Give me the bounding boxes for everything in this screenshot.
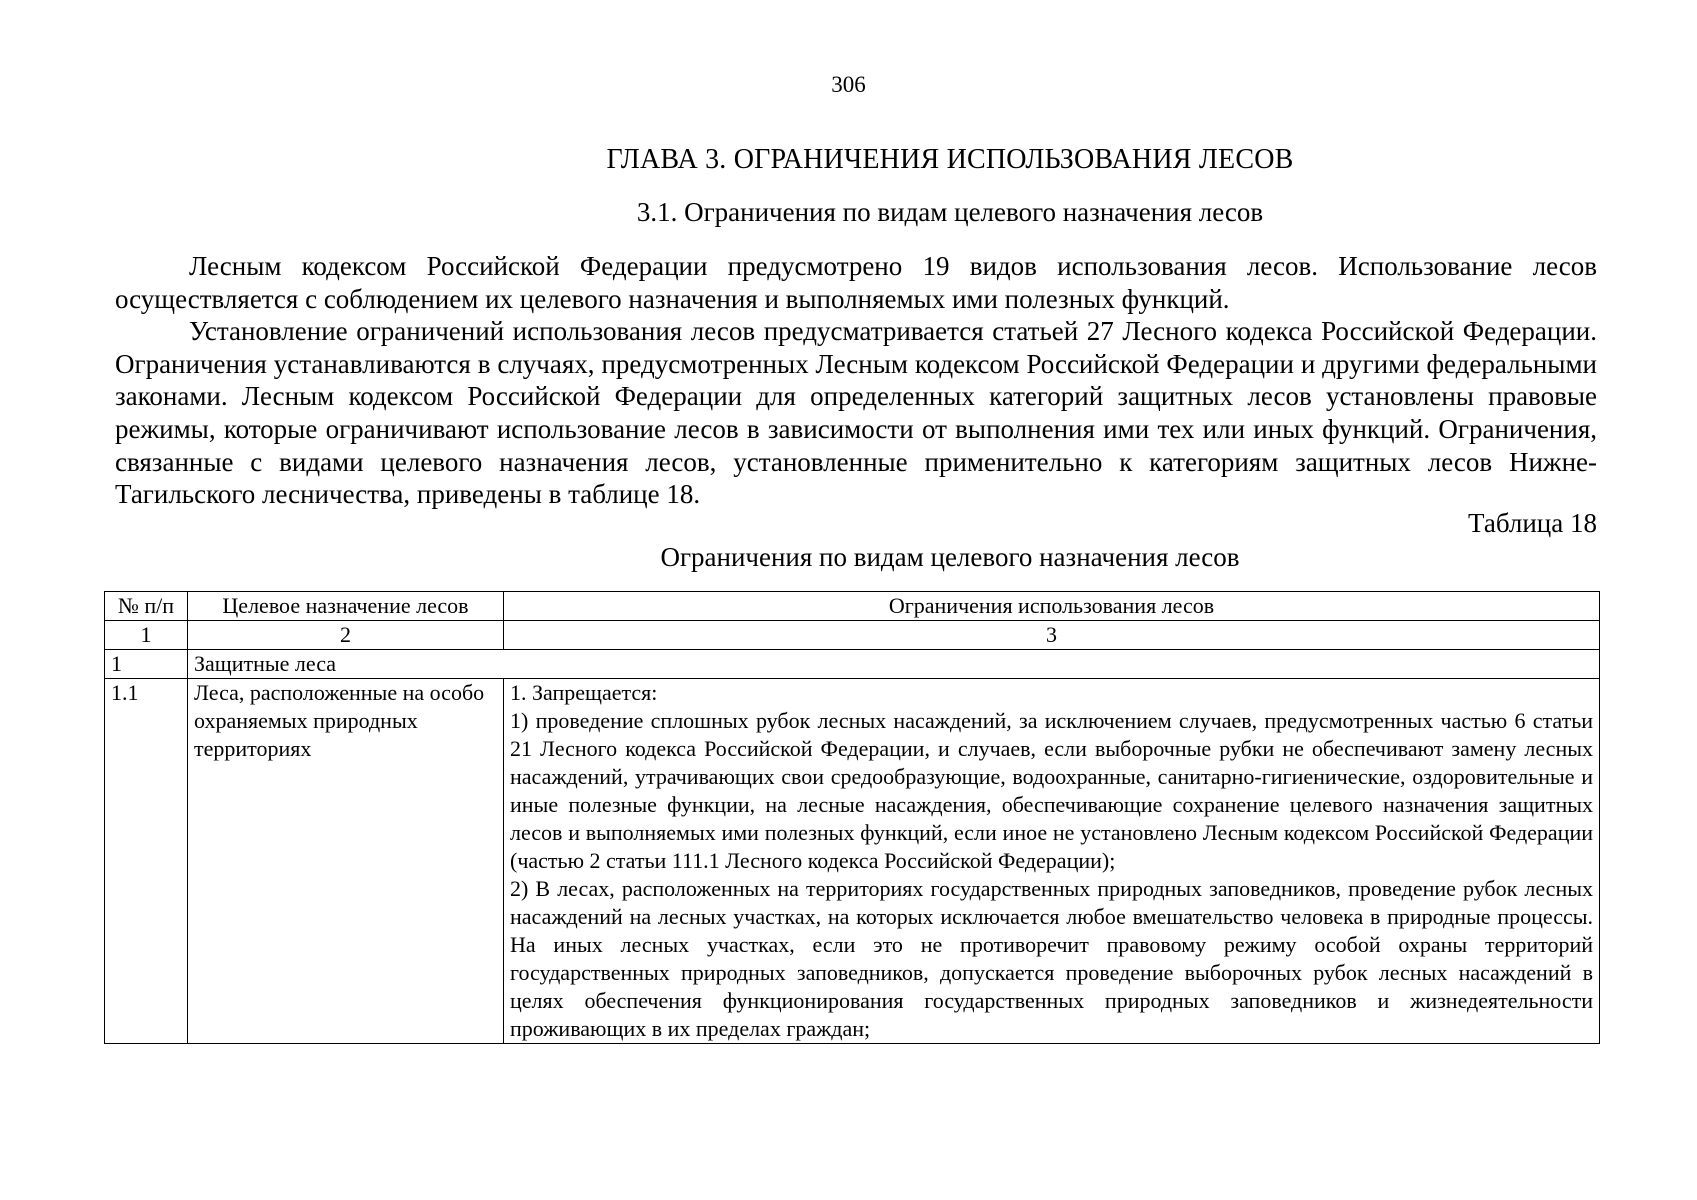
table-group-row <box>105 650 1600 679</box>
paragraph: Лесным кодексом Российской Федерации предусмотрено 19 видов использования лесов. Использование лесов осуществляется с соблюдением их целевого назначения и выполняемых ими полезных функций. <box>115 251 1597 314</box>
header-cell-purpose: Целевое назначение лесов <box>188 592 504 621</box>
row-purpose-cell: Леса, расположенные на особо охраняемых природных территориях <box>188 679 504 1044</box>
restriction-item: 1. Запрещается: <box>510 680 658 705</box>
row-number-cell: 1.1 <box>105 679 188 1044</box>
page-number: 306 <box>831 72 866 97</box>
column-number-cell: 1 <box>105 621 188 650</box>
table-row <box>105 679 1600 1044</box>
restriction-item: 2) В лесах, расположенных на территориях государственных природных заповедников, проведение рубок лесных насаждений на лесных участках, на которых исключается любое вмешательство человека в природные процессы. На иных лесных участках, если это не противоречит правовому режиму особой охраны территорий государственных природных заповедников, допускается проведение выборочных рубок лесных насаждений в целях обеспечения функционирования государственных природных заповедников и жизнедеятельности проживающих в их пределах граждан; <box>510 876 1593 1041</box>
section-title: 3.1. Ограничения по видам целевого назначения лесов <box>636 197 1264 227</box>
table-column-numbers-row <box>105 621 1600 650</box>
table-header-row <box>105 592 1600 621</box>
row-restrictions-cell <box>504 679 1600 1044</box>
restrictions-table <box>104 591 1600 1044</box>
chapter-title: ГЛАВА 3. ОГРАНИЧЕНИЯ ИСПОЛЬЗОВАНИЯ ЛЕСОВ <box>606 144 1294 175</box>
column-number-cell: 3 <box>504 621 1600 650</box>
column-number-cell: 2 <box>188 621 504 650</box>
table-caption: Ограничения по видам целевого назначения лесов <box>660 542 1240 572</box>
group-number-cell: 1 <box>105 650 188 679</box>
table-label: Таблица 18 <box>1468 508 1597 538</box>
paragraph: Установление ограничений использования лесов предусматривается статьей 27 Лесного кодекса Российской Федерации. Ограничения устанавливаются в случаях, предусмотренных Лесным кодексом Российской Федерации и другими федеральными законами. Лесным кодексом Российской Федерации для определенных категорий защитных лесов установлены правовые режимы, которые ограничивают использование лесов в зависимости от выполнения ими тех или иных функций. Ограничения, связанные с видами целевого назначения лесов, установленные применительно к категориям защитных лесов Нижне-Тагильского лесничества, приведены в таблице 18. <box>115 316 1597 510</box>
restriction-item: 1) проведение сплошных рубок лесных насаждений, за исключением случаев, предусмотренных частью 6 статьи 21 Лесного кодекса Российской Федерации, и случаев, если выборочные рубки не обеспечивают замену лесных насаждений, утрачивающих свои средообразующие, водоохранные, санитарно-гигиенические, оздоровительные и иные полезные функции, на лесные насаждения, обеспечивающие сохранение целевого назначения защитных лесов и выполняемых ими полезных функций, если иное не установлено Лесным кодексом Российской Федерации (частью 2 статьи 111.1 Лесного кодекса Российской Федерации); <box>510 708 1593 873</box>
group-label-cell: Защитные леса <box>188 650 1600 679</box>
header-cell-restrictions: Ограничения использования лесов <box>504 592 1600 621</box>
header-cell-number: № п/п <box>105 592 188 621</box>
body-text <box>115 250 1597 511</box>
